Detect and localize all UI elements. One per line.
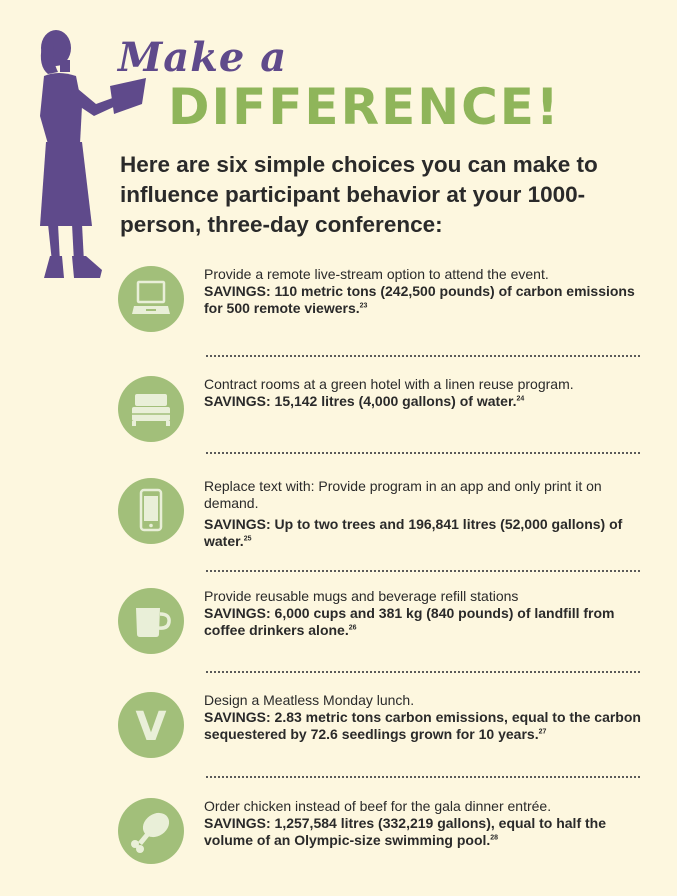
bed-icon [118, 376, 184, 442]
dotted-divider [206, 671, 640, 673]
footnote-ref: 27 [538, 728, 547, 736]
dotted-divider [206, 452, 640, 454]
title-make-a: Make a [118, 34, 288, 81]
title-difference: DIFFERENCE! [168, 78, 561, 136]
item-action: Contract rooms at a green hotel with a linen reuse program. [204, 376, 574, 392]
item-savings: SAVINGS: 1,257,584 litres (332,219 gallons), equal to half the volume of an Olympic-size swimming pool. [204, 815, 606, 848]
laptop-icon [118, 266, 184, 332]
dotted-divider [206, 776, 640, 778]
item-savings: SAVINGS: Up to two trees and 196,841 litres (52,000 gallons) of water. [204, 516, 623, 549]
item-savings: SAVINGS: 6,000 cups and 381 kg (840 pounds) of landfill from coffee drinkers alone. [204, 605, 615, 638]
smartphone-icon [118, 478, 184, 544]
intro-text: Here are six simple choices you can make to influence participant behavior at your 1000-person, three-day conference: [120, 152, 598, 237]
dotted-divider [206, 570, 640, 572]
chicken-leg-icon [118, 798, 184, 864]
footnote-ref: 25 [243, 535, 252, 543]
footnote-ref: 23 [359, 302, 368, 310]
item-savings: SAVINGS: 2.83 metric tons carbon emissions, equal to the carbon sequestered by 72.6 seedlings grown for 10 years. [204, 709, 641, 742]
footnote-ref: 26 [348, 624, 357, 632]
item-action: Replace text with: Provide program in an app and only print it on demand. [204, 478, 602, 511]
item-action: Order chicken instead of beef for the gala dinner entrée. [204, 798, 552, 814]
item-savings: SAVINGS: 110 metric tons (242,500 pounds) of carbon emissions for 500 remote viewers. [204, 283, 635, 316]
vegetarian-v-icon [118, 692, 184, 758]
mug-icon [118, 588, 184, 654]
item-action: Design a Meatless Monday lunch. [204, 692, 415, 708]
footnote-ref: 28 [490, 834, 499, 842]
v-letter: V [135, 704, 167, 750]
item-savings: SAVINGS: 15,142 litres (4,000 gallons) of water. [204, 393, 517, 409]
dotted-divider [206, 355, 640, 357]
item-action: Provide a remote live-stream option to attend the event. [204, 266, 549, 282]
footnote-ref: 24 [516, 395, 525, 403]
item-action: Provide reusable mugs and beverage refill stations [204, 588, 519, 604]
